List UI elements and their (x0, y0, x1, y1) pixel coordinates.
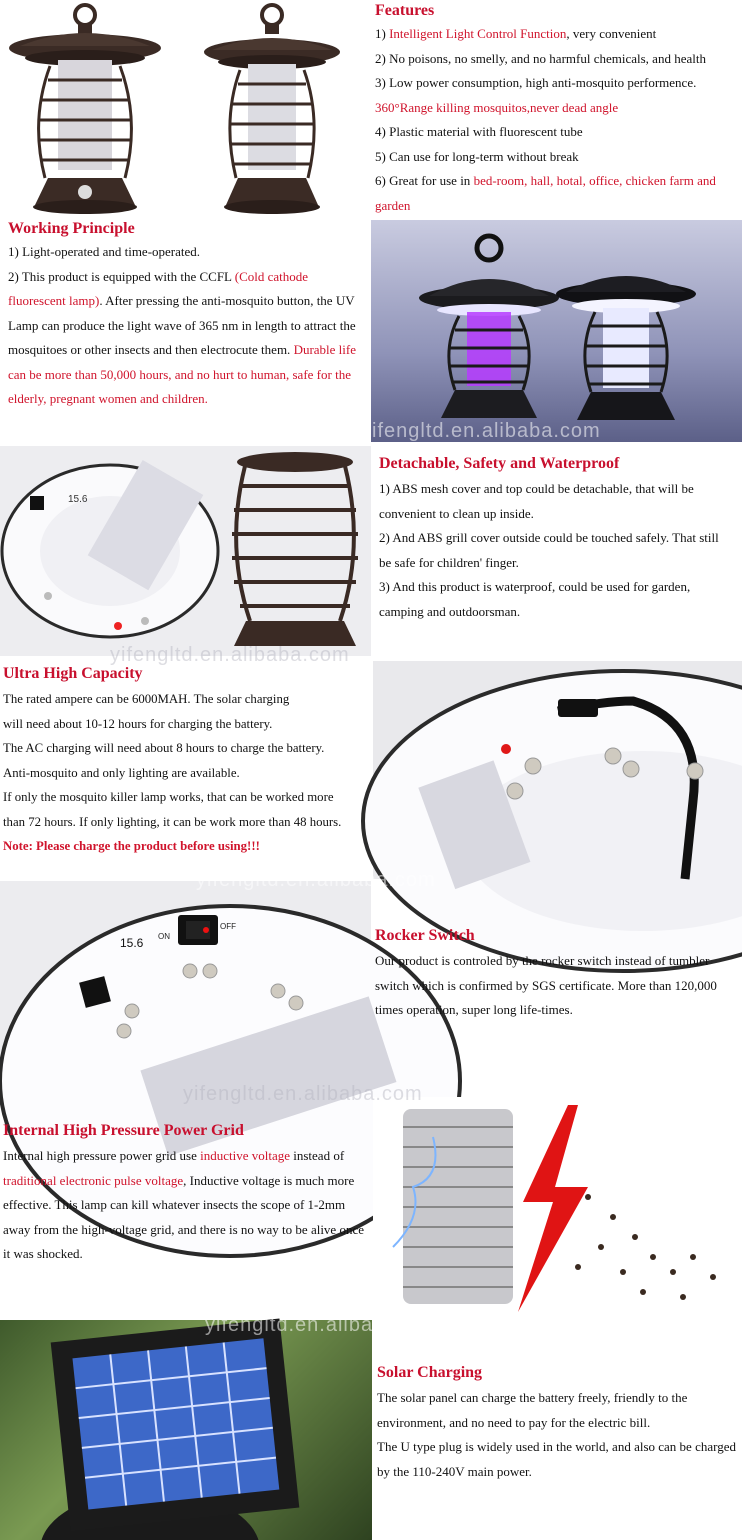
features-section (375, 0, 742, 218)
feature-item: 2) No poisons, no smelly, and no harmful chemicals, and health (375, 50, 706, 66)
rocker-section (375, 927, 735, 1023)
product-photo-detachable (0, 446, 371, 656)
capacity-line: The rated ampere can be 6000MAH. The solar charging (3, 692, 290, 706)
rocker-switch-icon (178, 915, 218, 945)
feature-item: 4) Plastic material with fluorescent tube (375, 124, 583, 139)
detachable-title: Detachable, Safety and Waterproof (379, 455, 620, 472)
detachable-item: 1) ABS mesh cover and top could be detachable, that will be convenient to clean up inside. (379, 481, 694, 521)
watermark: yifengltd.en.alibaba.com (196, 869, 436, 891)
capacity-title: Ultra High Capacity (3, 665, 143, 682)
capacity-note: Note: Please charge the product before using!!! (3, 839, 260, 853)
product-photo-charging-port (373, 661, 742, 879)
solar-title: Solar Charging (377, 1364, 483, 1381)
rocker-text: Our product is controled by the rocker switch instead of tumbler switch which is confirmed by SGS certificate. More than 120,000 times operation, super long life-times. (375, 953, 717, 1017)
detachable-section (379, 455, 734, 624)
feature-item: 5) Can use for long-term without break (375, 148, 579, 164)
working-line-1: 1) Light-operated and time-operated. (8, 244, 201, 259)
capacity-text (3, 687, 375, 859)
product-photo-glowing-lamps (361, 220, 742, 442)
voltage-label: 15.6 (68, 494, 88, 505)
solar-paragraph: The solar panel can charge the battery freely, friendly to the environment, and no need to pay for the electric bill. (377, 1390, 688, 1430)
working-principle-section (8, 220, 366, 412)
switch-on-label: ON (158, 932, 170, 941)
capacity-line: If only the mosquito killer lamp works, that can be worked more (3, 790, 334, 804)
capacity-line: Anti-mosquito and only lighting are available. (3, 765, 240, 780)
detachable-item: 3) And this product is waterproof, could be used for garden, camping and outdoorsman. (379, 579, 691, 619)
lamp-base-icon (2, 460, 218, 637)
lamp-icon (204, 5, 340, 214)
grid-title: Internal High Pressure Power Grid (3, 1122, 244, 1139)
solar-text (377, 1386, 737, 1484)
capacity-line: than 72 hours. If only lighting, it can be work more than 48 hours. (3, 814, 342, 829)
capacity-line: The AC charging will need about 8 hours to charge the battery. (3, 741, 325, 755)
capacity-line: will need about 10-12 hours for charging the battery. (3, 716, 273, 731)
detachable-list (379, 477, 734, 624)
mosquito-icon (575, 1194, 716, 1300)
watermark: yifengltd.en.alibaba.com (361, 420, 601, 442)
grid-section (3, 1122, 371, 1267)
voltage-label: 15.6 (120, 936, 144, 950)
detachable-item: 2) And ABS grill cover outside could be touched safely. That still be safe for children' finger. (379, 530, 719, 570)
working-principle-title: Working Principle (8, 220, 135, 237)
working-paragraph-2: 2) This product is equipped with the CCFL (Cold cathode fluorescent lamp). After pressing the anti-mosquito button, the UV Lamp can produce the light wave of 365 nm in length to attract the mosquitoes or other insects and then electrocute them. Durable life can be more than 50,000 hours, and no hurt to human, safe for the elderly, pregnant women and children. (8, 268, 357, 406)
feature-item: 1) Intelligent Light Control Function, very convenient (375, 26, 657, 41)
watermark: yifengltd.en.alibaba.com (110, 644, 350, 666)
working-principle-text (8, 240, 366, 412)
lamp-icon (9, 5, 161, 214)
grid-text: Internal high pressure power grid use inductive voltage instead of traditional electronic pulse voltage, Inductive voltage is much more effective. This lamp can kill whatever insects the scope of 1-2mm away from the high-voltage grid, and there is no way to be alive once it was shocked. (3, 1148, 364, 1261)
solar-paragraph: The U type plug is widely used in the world, and also can be charged by the 110-240V main power. (377, 1439, 736, 1479)
indicator-led-icon (501, 744, 511, 754)
features-title: Features (375, 2, 435, 19)
watermark: yifengltd.en.alibaba.com (205, 1314, 445, 1336)
watermark: yifengltd.en.alibaba.com (183, 1083, 423, 1105)
switch-off-label: OFF (220, 922, 236, 931)
feature-item: 360°Range killing mosquitos,never dead angle (375, 99, 619, 115)
capacity-section (3, 665, 375, 859)
lamp-icon (556, 276, 696, 420)
solar-section (377, 1364, 737, 1484)
feature-item: 3) Low power consumption, high anti-mosquito performence. (375, 75, 697, 90)
lamp-icon (419, 236, 559, 418)
lamp-cage-icon (232, 452, 358, 646)
solar-panel-icon (51, 1318, 300, 1531)
feature-item: 6) Great for use in bed-room, hall, hotal, office, chicken farm and garden (375, 173, 716, 213)
grid-tube-icon (403, 1109, 513, 1304)
rocker-title: Rocker Switch (375, 927, 475, 944)
features-list (375, 22, 742, 218)
product-photo-two-lamps (0, 0, 370, 218)
lightning-bolt-icon (518, 1105, 588, 1312)
